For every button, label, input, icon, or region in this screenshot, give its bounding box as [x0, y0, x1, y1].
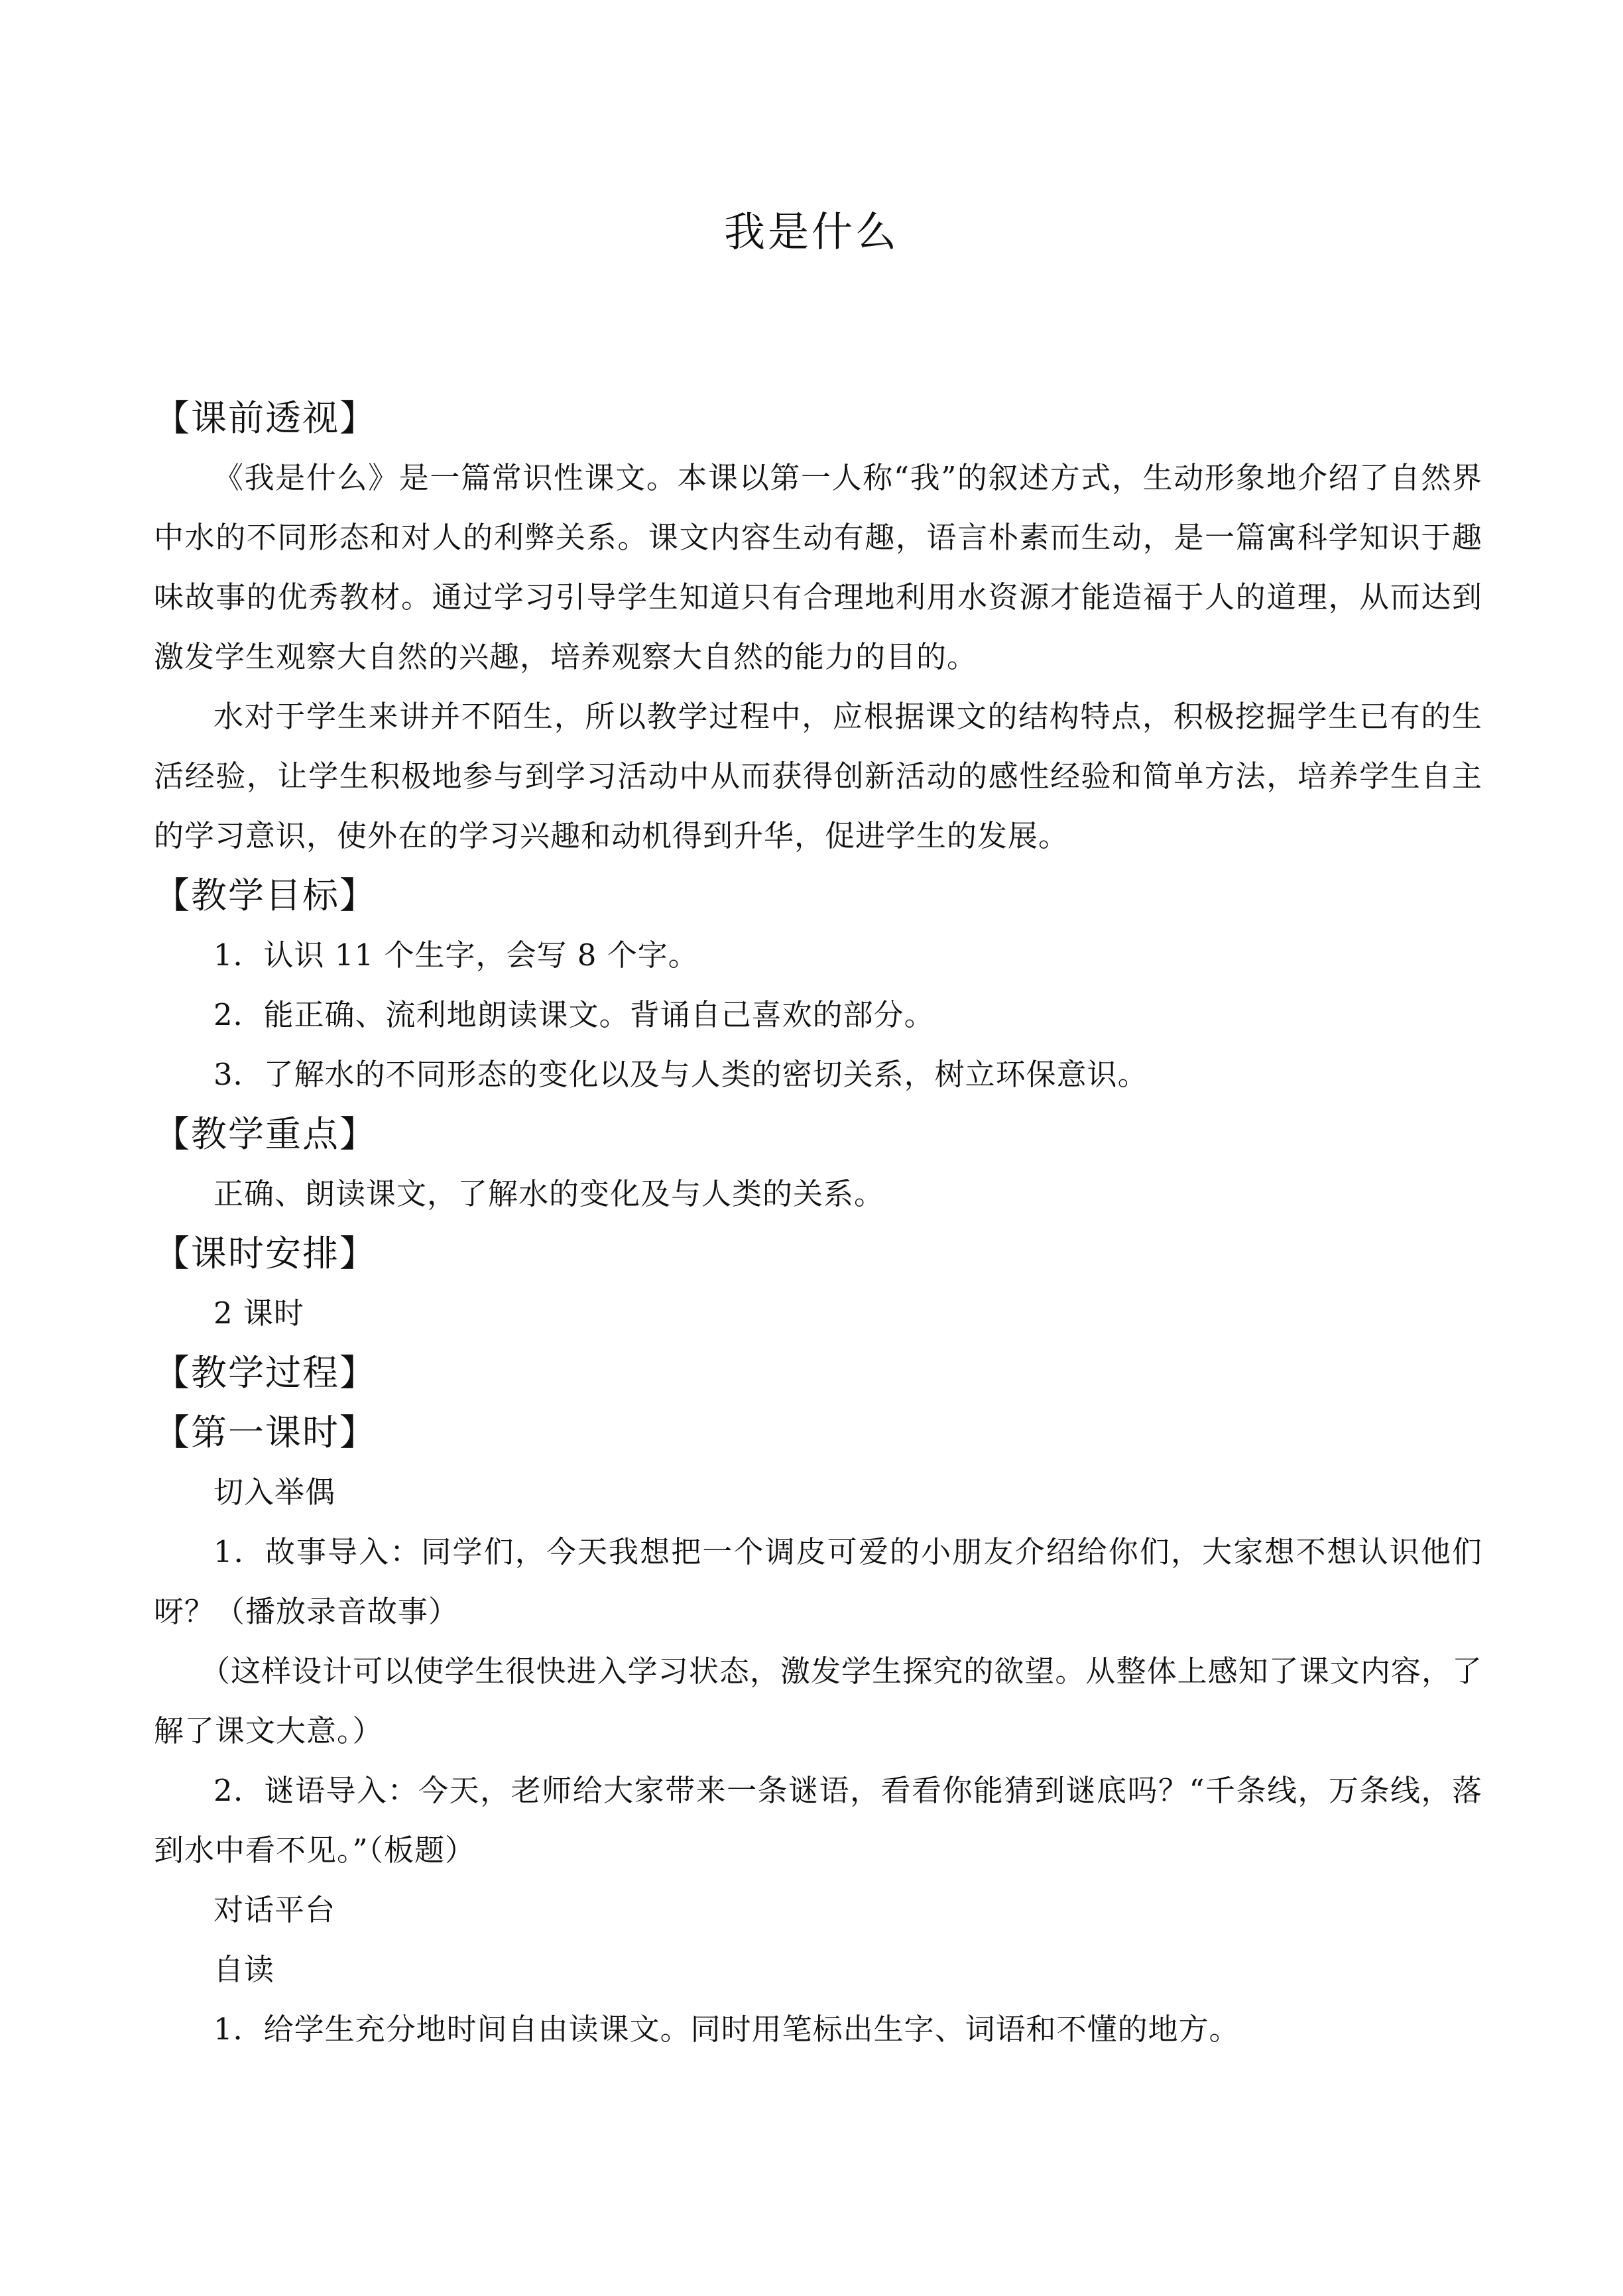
focus-heading: 【教学重点】	[154, 1113, 377, 1155]
lesson1-heading: 【第一课时】	[154, 1412, 377, 1453]
goal-item-2: 2．能正确、流利地朗读课文。背诵自己喜欢的部分。	[213, 997, 935, 1032]
preview-heading: 【课前透视】	[154, 397, 377, 439]
preview-paragraph-1: 《我是什么》是一篇常识性课文。本课以第一人称“我”的叙述方式，生动形象地介绍了自然界中水的不同形态和对人的利弊关系。课文内容生动有趣，语言朴素而生动，是一篇寓科学知识于趣味故事的优秀教材。通过学习引导学生知道只有合理地利用水资源才能造福于人的道理，从而达到激发学生观察大自然的兴趣，培养观察大自然的能力的目的。	[154, 460, 1482, 674]
schedule-text: 2 课时	[213, 1296, 304, 1331]
goals-heading: 【教学目标】	[154, 875, 377, 916]
intro-item-2: 2．谜语导入：今天，老师给大家带来一条谜语，看看你能猜到谜底吗？“千条线，万条线，落到水中看不见。”（板题）	[154, 1773, 1482, 1868]
document-title: 我是什么	[723, 208, 899, 256]
selfread-item-1: 1．给学生充分地时间自由读课文。同时用笔标出生字、词语和不懂的地方。	[213, 2012, 1240, 2047]
preview-paragraph-2: 水对于学生来讲并不陌生，所以教学过程中，应根据课文的结构特点，积极挖掘学生已有的生活经验，让学生积极地参与到学习活动中从而获得创新活动的感性经验和简单方法，培养学生自主的学习意识，使外在的学习兴趣和动机得到升华，促进学生的发展。	[154, 699, 1482, 853]
selfread-label: 自读	[213, 1952, 275, 1987]
dialogue-label: 对话平台	[213, 1892, 336, 1927]
process-heading: 【教学过程】	[154, 1352, 377, 1394]
schedule-heading: 【课时安排】	[154, 1233, 377, 1274]
goal-item-3: 3．了解水的不同形态的变化以及与人类的密切关系，树立环保意识。	[213, 1057, 1148, 1092]
document-body	[154, 389, 1482, 2059]
focus-text: 正确、朗读课文，了解水的变化及与人类的关系。	[213, 1176, 885, 1211]
intro-label: 切入举偶	[213, 1475, 336, 1510]
goal-item-1: 1．认识 11 个生字，会写 8 个字。	[213, 937, 699, 973]
intro-item-1: 1．故事导入：同学们，今天我想把一个调皮可爱的小朋友介绍给你们，大家想不想认识他们呀？（播放录音故事）	[154, 1534, 1482, 1629]
intro-note: （这样设计可以使学生很快进入学习状态，激发学生探究的欲望。从整体上感知了课文内容，了解了课文大意。）	[154, 1654, 1482, 1748]
